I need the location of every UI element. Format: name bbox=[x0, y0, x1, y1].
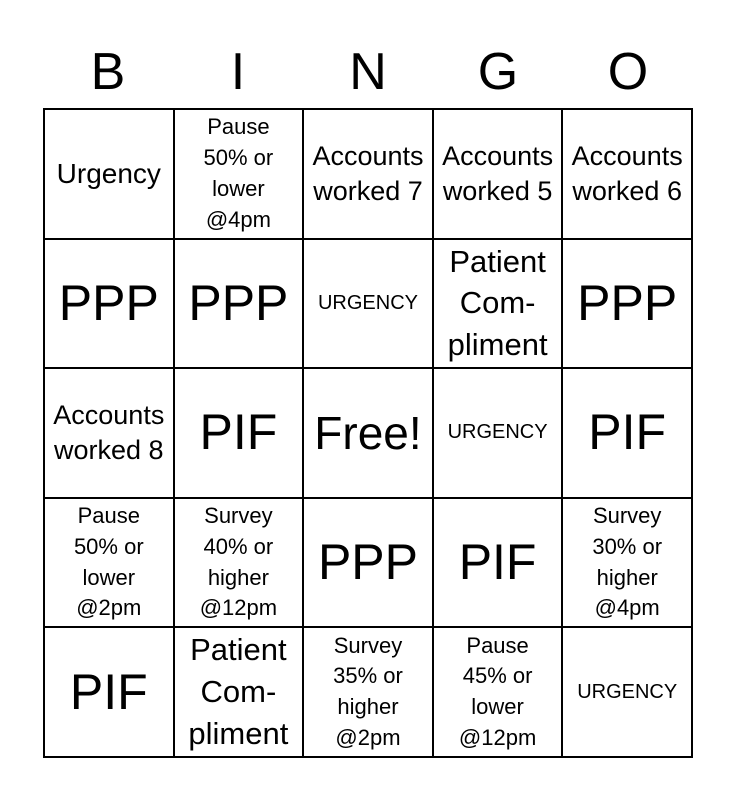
bingo-cell[interactable]: Patient Com- pliment bbox=[433, 239, 563, 369]
bingo-cell[interactable]: Survey 30% or higher @4pm bbox=[562, 498, 692, 628]
header-letter-g: G bbox=[477, 43, 519, 101]
bingo-cell[interactable]: PIF bbox=[44, 627, 174, 757]
bingo-cell[interactable]: Patient Com- pliment bbox=[174, 627, 304, 757]
header-letter-o: O bbox=[607, 43, 649, 101]
bingo-cell[interactable]: Urgency bbox=[44, 109, 174, 239]
header-letter-n: N bbox=[349, 43, 387, 101]
bingo-cell[interactable]: Accounts worked 5 bbox=[433, 109, 563, 239]
bingo-cell[interactable]: Survey 40% or higher @12pm bbox=[174, 498, 304, 628]
bingo-cell[interactable]: PIF bbox=[562, 368, 692, 498]
header-letter-i: I bbox=[230, 43, 246, 101]
bingo-grid bbox=[43, 108, 693, 758]
bingo-cell[interactable]: Pause 45% or lower @12pm bbox=[433, 627, 563, 757]
bingo-cell[interactable]: Pause 50% or lower @2pm bbox=[44, 498, 174, 628]
bingo-cell[interactable]: Accounts worked 6 bbox=[562, 109, 692, 239]
bingo-cell[interactable]: URGENCY bbox=[433, 368, 563, 498]
bingo-header bbox=[43, 40, 693, 104]
header-letter-b: B bbox=[90, 43, 126, 101]
bingo-cell[interactable]: PPP bbox=[44, 239, 174, 369]
bingo-cell[interactable]: PPP bbox=[174, 239, 304, 369]
bingo-cell[interactable]: URGENCY bbox=[303, 239, 433, 369]
bingo-cell[interactable]: Survey 35% or higher @2pm bbox=[303, 627, 433, 757]
bingo-cell[interactable]: Accounts worked 8 bbox=[44, 368, 174, 498]
bingo-cell[interactable]: URGENCY bbox=[562, 627, 692, 757]
bingo-cell[interactable]: Pause 50% or lower @4pm bbox=[174, 109, 304, 239]
bingo-cell[interactable]: PIF bbox=[174, 368, 304, 498]
bingo-cell[interactable]: PPP bbox=[562, 239, 692, 369]
bingo-cell[interactable]: PPP bbox=[303, 498, 433, 628]
bingo-cell[interactable]: PIF bbox=[433, 498, 563, 628]
bingo-cell[interactable]: Accounts worked 7 bbox=[303, 109, 433, 239]
free-space-cell[interactable]: Free! bbox=[303, 368, 433, 498]
